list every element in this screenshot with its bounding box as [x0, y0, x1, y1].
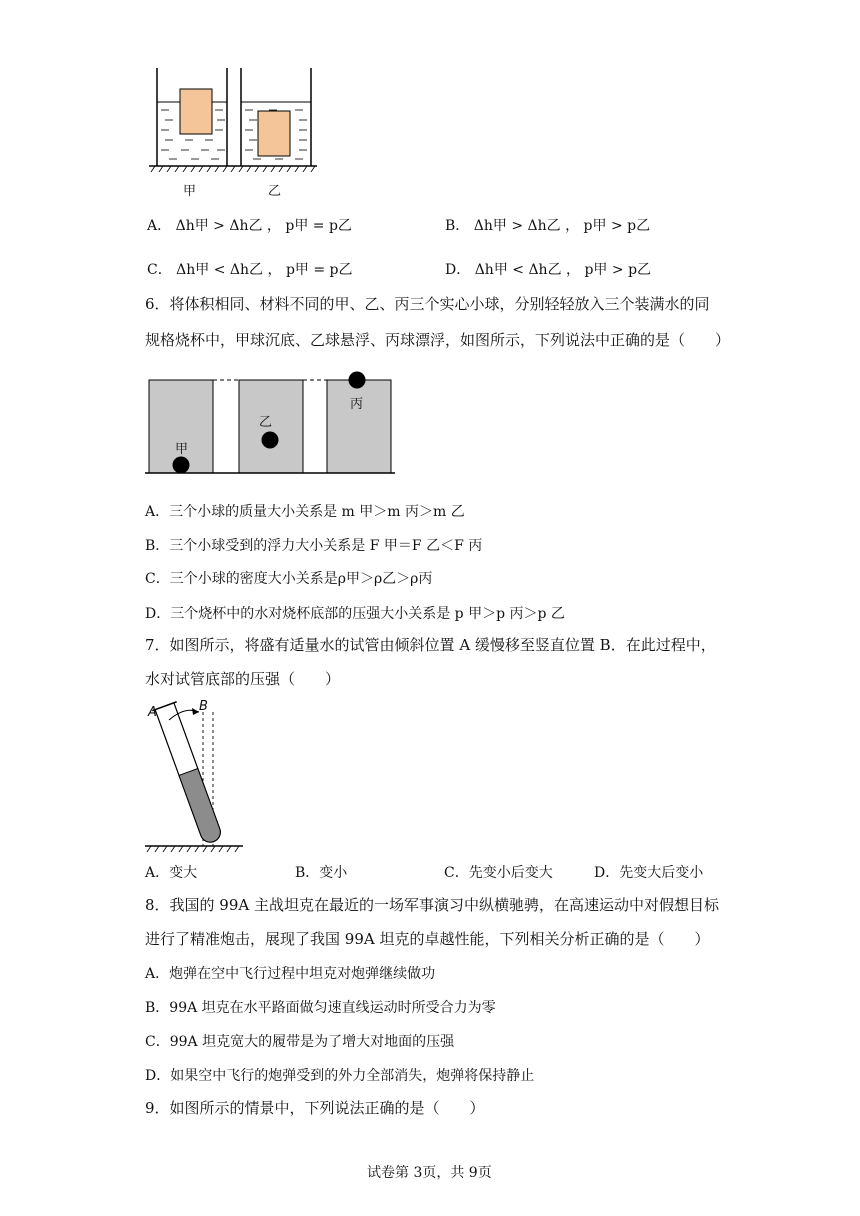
- q5-option-d: [445, 259, 651, 279]
- q7-label-b: B: [199, 699, 208, 714]
- ball-jia: [173, 457, 190, 474]
- container-yi: [241, 68, 311, 166]
- q8-option-c: C．99A 坦克宽大的履带是为了增大对地面的压强: [145, 1034, 455, 1050]
- option-letter: C．: [147, 262, 172, 278]
- q5-option-b: [445, 215, 650, 235]
- q7-option-b: B．变小: [295, 865, 348, 881]
- option-text: Δh甲 > Δh乙 ， p甲 > p乙: [473, 218, 651, 234]
- q6-option-b: B．三个小球受到的浮力大小关系是 F 甲＝F 乙＜F 丙: [145, 538, 483, 554]
- q7-stem-line1: 7．如图所示，将盛有适量水的试管由倾斜位置 A 缓慢移至竖直位置 B．在此过程中，: [145, 636, 716, 654]
- option-letter: A．: [147, 218, 172, 234]
- q6-option-a: A．三个小球的质量大小关系是 m 甲＞m 丙＞m 乙: [145, 504, 465, 520]
- q7-option-a: A．变大: [145, 865, 198, 881]
- q6-label-jia: 甲: [175, 442, 189, 457]
- ball-yi: [262, 432, 279, 449]
- option-text: Δh甲 < Δh乙 ， p甲 = p乙: [176, 262, 353, 278]
- q5-label-jia: 甲: [183, 184, 197, 199]
- q6-label-bing: 丙: [350, 397, 364, 412]
- q7-stem-line2: 水对试管底部的压强（ ）: [145, 670, 341, 688]
- q7-option-c: C．先变小后变大: [444, 865, 553, 881]
- q6-label-yi: 乙: [259, 415, 273, 430]
- q6-stem-line1: 6．将体积相同、材料不同的甲、乙、丙三个实心小球，分别轻轻放入三个装满水的同: [145, 295, 710, 313]
- q6-option-c: C．三个小球的密度大小关系是ρ甲＞ρ乙＞ρ丙: [145, 571, 433, 587]
- q5-label-yi: 乙: [268, 184, 282, 199]
- q8-stem-line1: 8．我国的 99A 主战坦克在最近的一场军事演习中纵横驰骋，在高速运动中对假想目标: [145, 896, 720, 914]
- option-letter: B．: [445, 218, 470, 234]
- page-footer: 试卷第 3页，共 9页: [367, 1165, 492, 1181]
- block-jia: [180, 89, 212, 134]
- q5-option-c: [147, 259, 353, 279]
- q8-option-d: D．如果空中飞行的炮弹受到的外力全部消失，炮弹将保持静止: [145, 1068, 535, 1084]
- q8-option-b: B．99A 坦克在水平路面做匀速直线运动时所受合力为零: [145, 1000, 496, 1016]
- q5-figure: [145, 66, 320, 178]
- q7-figure: [145, 698, 250, 856]
- q8-option-a: A．炮弹在空中飞行过程中坦克对炮弹继续做功: [145, 966, 436, 982]
- ball-bing: [349, 372, 366, 389]
- q5-option-a: [147, 215, 352, 235]
- q8-stem-line2: 进行了精准炮击，展现了我国 99A 坦克的卓越性能，下列相关分析正确的是（ ）: [145, 930, 710, 948]
- q7-option-d: D．先变大后变小: [594, 865, 704, 881]
- q9-stem: 9．如图所示的情景中，下列说法正确的是（ ）: [145, 1099, 485, 1117]
- option-letter: D．: [445, 262, 471, 278]
- q6-option-d: D．三个烧杯中的水对烧杯底部的压强大小关系是 p 甲＞p 丙＞p 乙: [145, 606, 565, 622]
- q6-stem-line2: 规格烧杯中，甲球沉底、乙球悬浮、丙球漂浮，如图所示，下列说法中正确的是（ ）: [145, 331, 731, 349]
- option-text: Δh甲 < Δh乙 ， p甲 > p乙: [474, 262, 652, 278]
- q7-label-a: A: [148, 705, 157, 720]
- block-yi: [258, 111, 290, 156]
- option-text: Δh甲 > Δh乙 ， p甲 = p乙: [175, 218, 352, 234]
- container-jia: [157, 68, 227, 166]
